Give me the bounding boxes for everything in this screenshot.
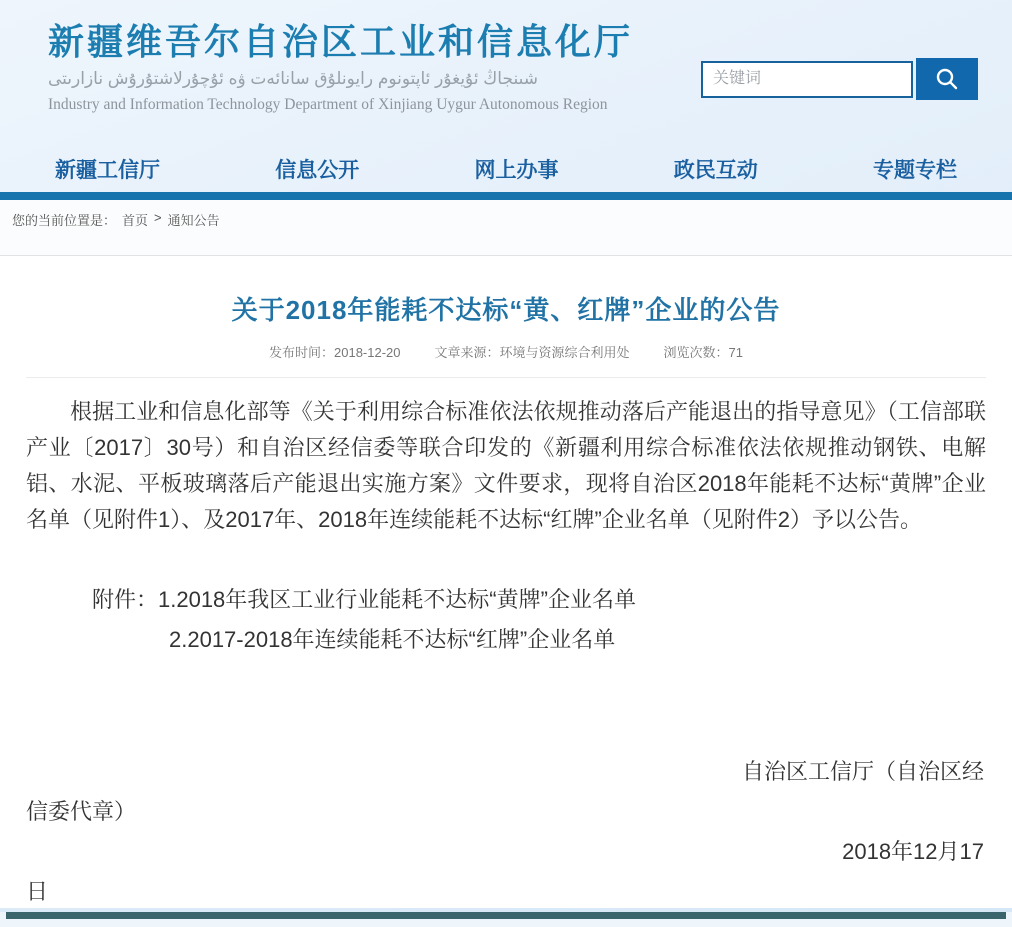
article-content xyxy=(0,256,1012,908)
article-title: 关于2018年能耗不达标“黄、红牌”企业的公告 xyxy=(231,295,781,325)
site-title-english: Industry and Information Technology Department of Xinjiang Uygur Autonomous Region xyxy=(48,96,608,113)
meta-publish-date: 发布时间：2018-12-20 xyxy=(269,345,401,360)
article-header xyxy=(26,290,986,378)
footer-divider-bar xyxy=(6,912,1006,919)
attachments-block xyxy=(26,580,986,660)
signature-date-line-2: 日 xyxy=(26,879,49,904)
meta-source: 文章来源：环境与资源综合利用处 xyxy=(434,345,630,360)
article-meta xyxy=(26,342,986,361)
signature-issuer-line-1: 自治区工信厅（自治区经 xyxy=(741,759,984,784)
nav-item-public-interaction[interactable]: 政民互动 xyxy=(673,158,758,182)
search-icon xyxy=(934,66,960,92)
breadcrumb-prefix: 您的当前位置是： xyxy=(12,213,117,228)
attachment-item-2: 2.2017-2018年连续能耗不达标“红牌”企业名单 xyxy=(169,627,616,652)
signature-block xyxy=(26,752,986,908)
site-logo-block xyxy=(48,20,633,116)
breadcrumb-home-link[interactable]: 首页 xyxy=(122,213,149,228)
page-footer xyxy=(0,912,1012,927)
signature-date-line-1: 2018年12月17 xyxy=(842,839,984,864)
article-body-paragraph: 根据工业和信息化部等《关于利用综合标准依法依规推动落后产能退出的指导意见》（工信部联产业〔2017〕30号）和自治区经信委等联合印发的《新疆利用综合标准依法依规推动钢铁、电解铝、水泥、平板玻璃落后产能退出实施方案》文件要求，现将自治区2018年能耗不达标“黄牌”企业名单（见附件1）、及2017年、2018年连续能耗不达标“红牌”企业名单（见附件2）予以公告。 xyxy=(26,399,986,532)
search-input[interactable] xyxy=(701,61,913,98)
site-title-chinese: 新疆维吾尔自治区工业和信息化厅 xyxy=(48,21,634,62)
site-title-uyghur: شىنجاڭ ئۇيغۇر ئاپتونوم رايونلۇق سانائەت ۋە ئۇچۇرلاشتۇرۇش نازارىتى xyxy=(48,69,538,88)
nav-item-special-topics[interactable]: 专题专栏 xyxy=(873,158,957,182)
nav-item-online-services[interactable]: 网上办事 xyxy=(474,158,559,182)
nav-item-info-disclosure[interactable]: 信息公开 xyxy=(275,158,360,182)
breadcrumb-separator: > xyxy=(154,210,162,225)
meta-view-count: 浏览次数：71 xyxy=(663,345,743,360)
main-nav xyxy=(0,145,1012,192)
nav-item-xinjiang-miit[interactable]: 新疆工信厅 xyxy=(55,158,160,182)
site-header xyxy=(0,0,1012,145)
nav-divider-bar xyxy=(0,192,1012,200)
site-search xyxy=(701,58,978,100)
search-button[interactable] xyxy=(916,58,978,100)
attachment-item-1: 附件：1.2018年我区工业行业能耗不达标“黄牌”企业名单 xyxy=(92,587,636,612)
breadcrumb xyxy=(0,200,1012,256)
signature-issuer-line-2: 信委代章） xyxy=(26,799,137,824)
breadcrumb-current-link[interactable]: 通知公告 xyxy=(167,213,220,228)
